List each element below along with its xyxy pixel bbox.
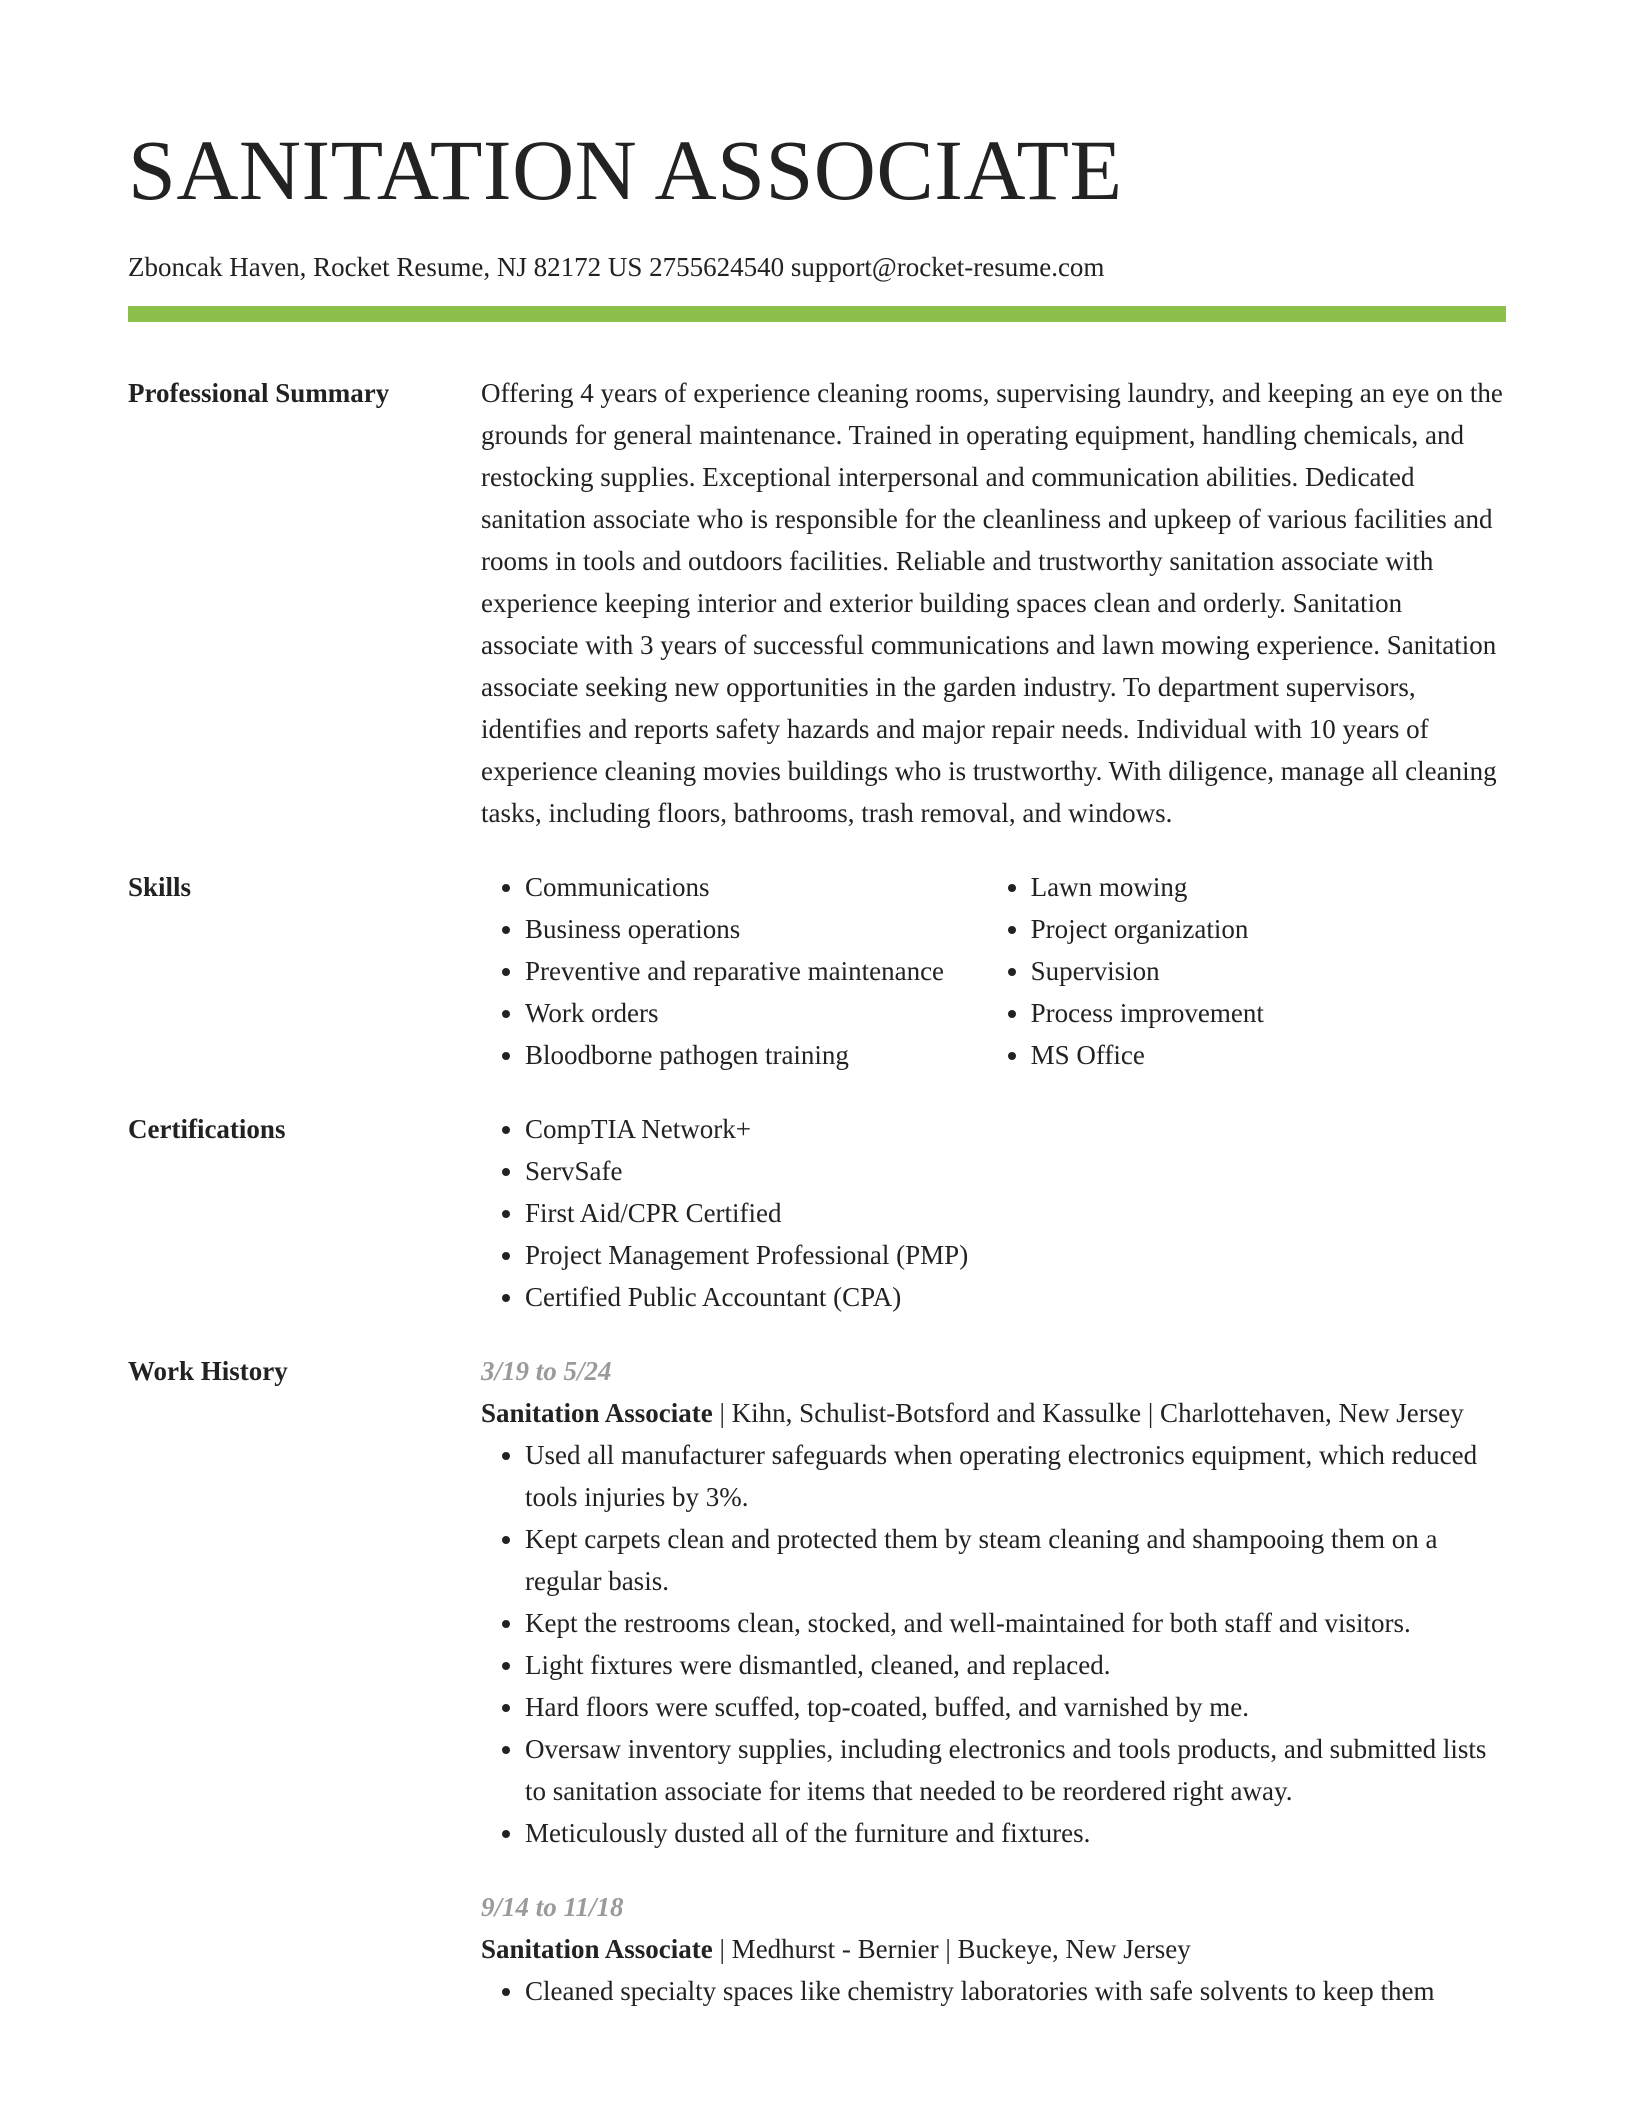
certification-item: • First Aid/CPR Certified [525,1192,1506,1234]
job-dates: 9/14 to 11/18 [481,1892,624,1922]
job-details: | Medhurst - Bernier | Buckeye, New Jersey [712,1934,1191,1964]
job-entry [481,1886,1506,2012]
job-dates: 3/19 to 5/24 [481,1356,612,1386]
job-title: Sanitation Associate [481,1398,713,1428]
section-label-summary: Professional Summary [128,378,390,408]
job-bullet-list [481,1970,1506,2012]
skills-columns [481,866,1506,1076]
section-label-skills: Skills [128,872,192,902]
skill-item: • Supervision [1031,950,1506,992]
skills-list-right [987,866,1506,1076]
job-bullet: • Kept carpets clean and protected them by steam cleaning and shampooing them on a regular basis. [525,1518,1506,1602]
job-title: Sanitation Associate [481,1934,713,1964]
job-header [481,1392,1506,1434]
contact-line: Zboncak Haven, Rocket Resume, NJ 82172 US 2755624540 support@rocket-resume.com [128,252,1105,282]
job-bullet: • Hard floors were scuffed, top-coated, buffed, and varnished by me. [525,1686,1506,1728]
certifications-body [481,1108,1506,1318]
summary-text: Offering 4 years of experience cleaning rooms, supervising laundry, and keeping an eye on the grounds for general maintenance. Trained in operating equipment, handling chemicals, and restocking supplies. Exceptional interpersonal and communication abilities. Dedicated sanitation associate who is responsible for the cleanliness and upkeep of various facilities and rooms in tools and outdoors facilities. Reliable and trustworthy sanitation associate with experience keeping interior and exterior building spaces clean and orderly. Sanitation associate with 3 years of successful communications and lawn mowing experience. Sanitation associate seeking new opportunities in the garden industry. To department supervisors, identifies and reports safety hazards and major repair needs. Individual with 10 years of experience cleaning movies buildings who is trustworthy. With diligence, manage all cleaning tasks, including floors, bathrooms, trash removal, and windows. [481,378,1503,828]
skill-item: • Communications [525,866,987,908]
job-bullet: • Used all manufacturer safeguards when operating electronics equipment, which reduced tools injuries by 3%. [525,1434,1506,1518]
job-entry [481,1350,1506,1854]
job-bullet: • Cleaned specialty spaces like chemistry laboratories with safe solvents to keep them [525,1970,1506,2012]
skills-list-left [481,866,987,1076]
accent-divider [128,306,1506,322]
candidate-name: SANITATION ASSOCIATE [128,122,1123,218]
job-bullet: • Oversaw inventory supplies, including electronics and tools products, and submitted lists to sanitation associate for items that needed to be reordered right away. [525,1728,1506,1812]
skill-item: • Bloodborne pathogen training [525,1034,987,1076]
section-label-work-history: Work History [128,1356,288,1386]
skill-item: • Lawn mowing [1031,866,1506,908]
job-header [481,1928,1506,1970]
work-history-section [128,1350,1506,2012]
job-bullet: • Kept the restrooms clean, stocked, and well-maintained for both staff and visitors. [525,1602,1506,1644]
job-bullet: • Light fixtures were dismantled, cleaned, and replaced. [525,1644,1506,1686]
skill-item: • MS Office [1031,1034,1506,1076]
skill-item: • Business operations [525,908,987,950]
skill-item: • Project organization [1031,908,1506,950]
certifications-section [128,1108,1506,1318]
certification-item: • CompTIA Network+ [525,1108,1506,1150]
certifications-list [481,1108,1506,1318]
skill-item: • Process improvement [1031,992,1506,1034]
resume-page [128,0,1506,2012]
certification-item: • Project Management Professional (PMP) [525,1234,1506,1276]
job-bullet-list [481,1434,1506,1854]
skill-item: • Preventive and reparative maintenance [525,950,987,992]
job-details: | Kihn, Schulist-Botsford and Kassulke | Charlottehaven, New Jersey [712,1398,1464,1428]
summary-section [128,372,1506,834]
work-history-body [481,1350,1506,2012]
job-bullet: • Meticulously dusted all of the furniture and fixtures. [525,1812,1506,1854]
certification-item: • ServSafe [525,1150,1506,1192]
certification-item: • Certified Public Accountant (CPA) [525,1276,1506,1318]
skills-section [128,866,1506,1076]
section-label-certifications: Certifications [128,1114,286,1144]
skill-item: • Work orders [525,992,987,1034]
